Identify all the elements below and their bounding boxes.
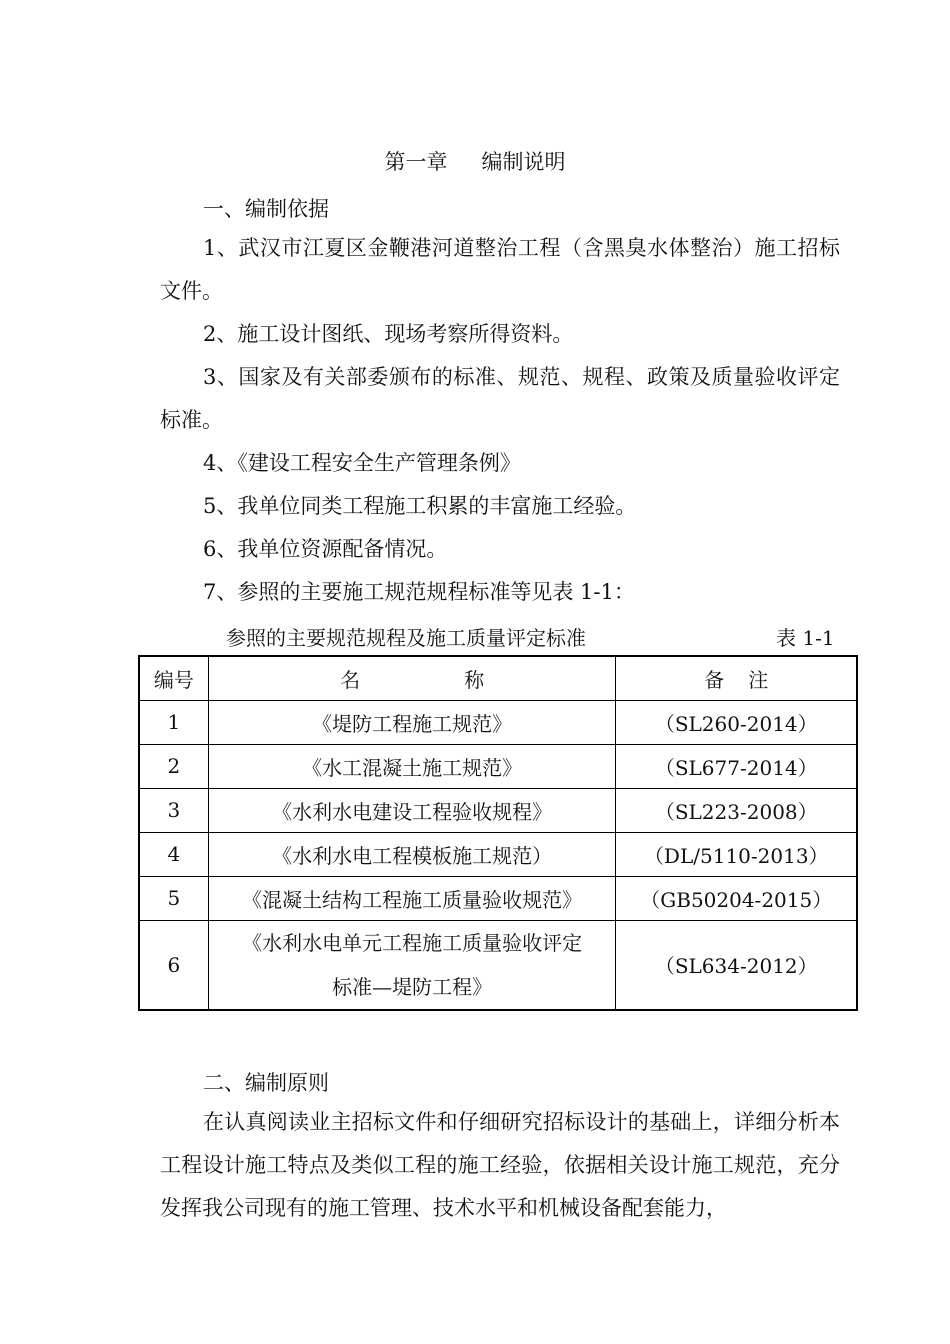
header-note [616,656,857,700]
row-note: （DL/5110-2013） [616,832,857,876]
principles-paragraph: 在认真阅读业主招标文件和仔细研究招标设计的基础上，详细分析本工程设计施工特点及类似工程的施工经验，依据相关设计施工规范，充分发挥我公司现有的施工管理、技术水平和机械设备配套能力， [160,1110,840,1220]
row-note: （SL677-2014） [616,744,857,788]
row-name: 《水利水电建设工程验收规程》 [208,788,616,832]
norms-table [138,655,858,1011]
basis-item-2: 2、施工设计图纸、现场考察所得资料。 [203,322,574,346]
chapter-name: 编制说明 [481,150,566,174]
table-number: 表 1-1 [776,626,835,650]
basis-item-1: 1、武汉市江夏区金鞭港河道整治工程（含黑臭水体整治）施工招标文件。 [160,236,840,303]
header-note-a: 备 [704,667,725,692]
header-name-b: 称 [464,667,485,692]
section-heading-basis: 一、编制依据 [203,197,329,221]
header-name-a: 名 [340,667,361,692]
basis-item-3: 3、国家及有关部委颁布的标准、规范、规程、政策及质量验收评定标准。 [160,365,840,432]
row-note: （GB50204-2015） [616,876,857,920]
row-name: 《堤防工程施工规范》 [208,700,616,744]
row-no: 5 [139,876,208,920]
row-note: （SL223-2008） [616,788,857,832]
basis-item-6: 6、我单位资源配备情况。 [203,537,448,561]
row-name-line1: 《水利水电单元工程施工质量验收评定 [242,930,583,955]
row-no: 1 [139,700,208,744]
row-note: （SL634-2012） [616,920,857,1010]
basis-item-5: 5、我单位同类工程施工积累的丰富施工经验。 [203,494,637,518]
row-name [208,920,616,1010]
table-row [139,876,857,920]
chapter-title [0,146,950,176]
header-name [208,656,616,700]
table-row [139,700,857,744]
header-note-b: 注 [748,667,769,692]
table-row [139,920,857,1010]
basis-item-7: 7、参照的主要施工规范规程标准等见表 1-1： [203,580,635,604]
chapter-number: 第一章 [384,150,448,174]
table-row [139,744,857,788]
header-no: 编号 [139,656,208,700]
row-name: 《混凝土结构工程施工质量验收规范》 [208,876,616,920]
basis-item-4: 4、《建设工程安全生产管理条例》 [203,451,521,475]
table-header-row [139,656,857,700]
row-name: 《水利水电工程模板施工规范） [208,832,616,876]
row-name-line2: 标准—堤防工程》 [332,974,493,999]
table-row [139,832,857,876]
table-caption: 参照的主要规范规程及施工质量评定标准 [226,626,586,650]
row-note: （SL260-2014） [616,700,857,744]
row-no: 3 [139,788,208,832]
section-heading-principles: 二、编制原则 [203,1071,329,1095]
table-row [139,788,857,832]
row-no: 4 [139,832,208,876]
row-no: 6 [139,920,208,1010]
row-name: 《水工混凝土施工规范》 [208,744,616,788]
row-no: 2 [139,744,208,788]
